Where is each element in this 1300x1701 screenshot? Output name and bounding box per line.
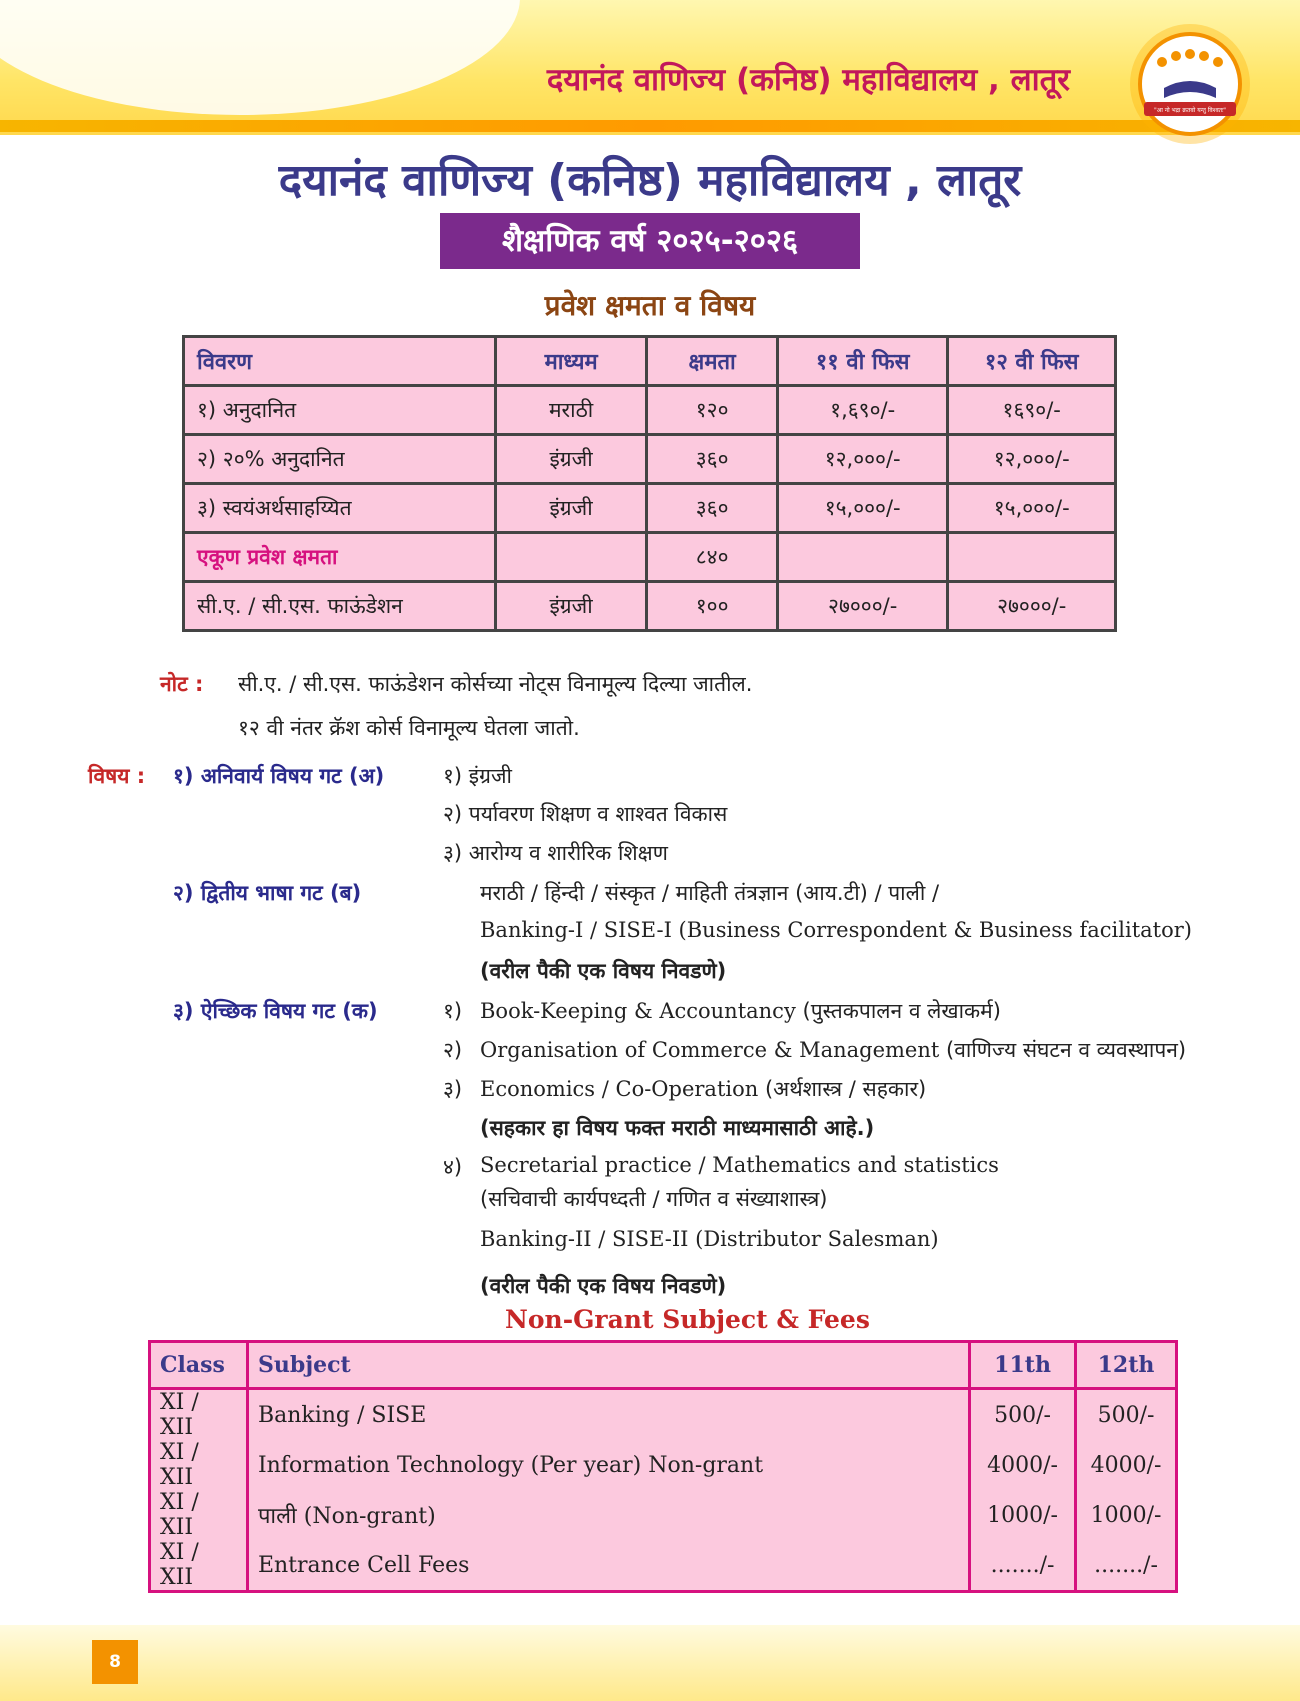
group-c-item-3 (480, 1075, 926, 1103)
group-c-item-4-en: Secretarial practice / Mathematics and statistics (480, 1153, 999, 1177)
group-c-title: ३) ऐच्छिक विषय गट (क) (173, 999, 378, 1023)
table-cell: १२,०००/- (777, 435, 948, 484)
group-b-choose: (वरील पैकी एक विषय निवडणे) (480, 959, 727, 983)
section-title: प्रवेश क्षमता व विषय (544, 289, 756, 322)
table-cell: १५,०००/- (948, 484, 1116, 533)
column-header: ११ वी फिस (777, 337, 948, 386)
table-row (150, 1540, 1177, 1592)
table-row (184, 386, 1116, 435)
capacity-table (182, 335, 1117, 632)
column-header: Subject (247, 1342, 969, 1389)
group-b-line-2: Banking-I / SISE-I (Business Correspondent & Business facilitator) (480, 918, 1192, 942)
table-cell: 500/- (1076, 1389, 1177, 1441)
column-header: विवरण (184, 337, 496, 386)
table-header-row (150, 1342, 1177, 1389)
table-cell (777, 533, 948, 582)
page-number: 8 (92, 1640, 138, 1684)
item-number: ४) (443, 1155, 463, 1179)
table-row (150, 1490, 1177, 1540)
item-english: Book-Keeping & Accountancy (480, 999, 796, 1023)
table-cell (948, 533, 1116, 582)
table-cell: १०० (647, 582, 778, 631)
table-cell: ३६० (647, 435, 778, 484)
table-cell: १२,०००/- (948, 435, 1116, 484)
table-row-total (184, 533, 1116, 582)
column-header: माध्यम (495, 337, 646, 386)
total-label: एकूण प्रवेश क्षमता (184, 533, 496, 582)
group-c-item-5: Banking-II / SISE-II (Distributor Salesman) (480, 1227, 939, 1251)
table-cell: १) अनुदानित (184, 386, 496, 435)
table-cell: १२० (647, 386, 778, 435)
column-header: १२ वी फिस (948, 337, 1116, 386)
item-english: Economics / Co-Operation (480, 1077, 759, 1101)
table-cell: ......./- (1076, 1540, 1177, 1592)
table-cell: २७०००/- (777, 582, 948, 631)
table-cell: ३) स्वयंअर्थसाहय्यित (184, 484, 496, 533)
table-cell: इंग्रजी (495, 582, 646, 631)
item-english: Organisation of Commerce & Management (480, 1038, 940, 1062)
table-cell: १६९०/- (948, 386, 1116, 435)
table-row (150, 1389, 1177, 1441)
table-cell: XI / XII (150, 1490, 248, 1540)
table-cell: Banking / SISE (247, 1389, 969, 1441)
table-cell: २) २०% अनुदानित (184, 435, 496, 484)
table-cell: २७०००/- (948, 582, 1116, 631)
table-cell: 4000/- (970, 1440, 1076, 1490)
table-cell: XI / XII (150, 1389, 248, 1441)
table-cell: 4000/- (1076, 1440, 1177, 1490)
table-row (150, 1440, 1177, 1490)
table-cell: Entrance Cell Fees (247, 1540, 969, 1592)
table-cell: १५,०००/- (777, 484, 948, 533)
item-number: १) (443, 999, 463, 1023)
table-cell: ३६० (647, 484, 778, 533)
academic-year-banner: शैक्षणिक वर्ष २०२५-२०२६ (440, 213, 860, 269)
table-cell: XI / XII (150, 1540, 248, 1592)
note-label: नोट : (160, 672, 204, 696)
table-row (184, 435, 1116, 484)
header-title: दयानंद वाणिज्य (कनिष्ठ) महाविद्यालय , लातूर (546, 62, 1070, 98)
table-cell: सी.ए. / सी.एस. फाऊंडेशन (184, 582, 496, 631)
table-cell (495, 533, 646, 582)
column-header: Class (150, 1342, 248, 1389)
college-logo (1092, 18, 1288, 144)
non-grant-title: Non-Grant Subject & Fees (505, 1305, 870, 1334)
group-a-title: १) अनिवार्य विषय गट (अ) (173, 764, 385, 788)
note-line-1: सी.ए. / सी.एस. फाऊंडेशन कोर्सच्या नोट्स विनामूल्य दिल्या जातील. (238, 672, 753, 696)
column-header: 12th (1076, 1342, 1177, 1389)
table-cell: पाली (Non-grant) (247, 1490, 969, 1540)
item-marathi: (पुस्तकपालन व लेखाकर्म) (802, 999, 1001, 1023)
logo-motto: "आ नो भद्रा क्रतवो यन्तु विश्वतः" (1153, 107, 1227, 114)
page-title: दयानंद वाणिज्य (कनिष्ठ) महाविद्यालय , लातूर (278, 155, 1022, 206)
group-a-item: ३) आरोग्य व शारीरिक शिक्षण (443, 841, 668, 865)
table-header-row (184, 337, 1116, 386)
table-cell: इंग्रजी (495, 435, 646, 484)
group-a-item: २) पर्यावरण शिक्षण व शाश्वत विकास (443, 802, 728, 826)
note-line-2: १२ वी नंतर क्रॅश कोर्स विनामूल्य घेतला जातो. (238, 716, 580, 740)
group-c-item-4-mr: (सचिवाची कार्यपध्दती / गणित व संख्याशास्त्र) (480, 1187, 828, 1211)
table-row (184, 582, 1116, 631)
group-c-item-1 (480, 997, 1001, 1025)
table-cell: १,६९०/- (777, 386, 948, 435)
table-cell: Information Technology (Per year) Non-grant (247, 1440, 969, 1490)
group-b-title: २) द्वितीय भाषा गट (ब) (173, 881, 362, 905)
table-cell: 1000/- (1076, 1490, 1177, 1540)
non-grant-table (148, 1340, 1178, 1593)
table-cell: 1000/- (970, 1490, 1076, 1540)
item-marathi: (वाणिज्य संघटन व व्यवस्थापन) (946, 1038, 1187, 1062)
column-header: क्षमता (647, 337, 778, 386)
item-number: २) (443, 1038, 463, 1062)
column-header: 11th (970, 1342, 1076, 1389)
table-cell: 500/- (970, 1389, 1076, 1441)
table-row (184, 484, 1116, 533)
table-cell: इंग्रजी (495, 484, 646, 533)
table-cell: ......./- (970, 1540, 1076, 1592)
item-number: ३) (443, 1077, 463, 1101)
subjects-label: विषय : (88, 764, 146, 788)
group-c-choose: (वरील पैकी एक विषय निवडणे) (480, 1274, 727, 1298)
table-cell: XI / XII (150, 1440, 248, 1490)
total-value: ८४० (647, 533, 778, 582)
item-marathi: (अर्थशास्त्र / सहकार) (764, 1077, 927, 1101)
group-b-line-1: मराठी / हिंन्दी / संस्कृत / माहिती तंत्रज्ञान (आय.टी) / पाली / (480, 881, 940, 905)
footer-background (0, 1625, 1300, 1701)
group-a-item: १) इंग्रजी (443, 764, 512, 788)
group-c-note: (सहकार हा विषय फक्त मराठी माध्यमासाठी आहे.) (480, 1116, 875, 1140)
table-cell: मराठी (495, 386, 646, 435)
group-c-item-2 (480, 1036, 1186, 1064)
